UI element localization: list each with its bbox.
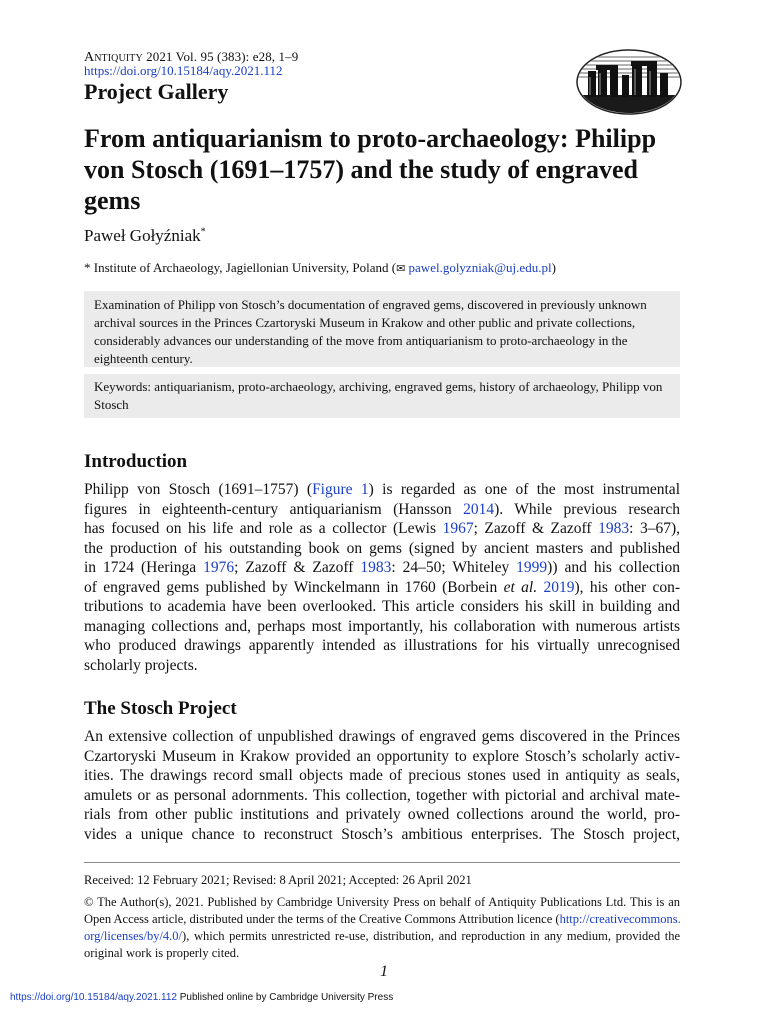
title-line: gems [84, 186, 141, 215]
footer-doi-link[interactable]: https://doi.org/10.15184/aqy.2021.112 [10, 992, 177, 1003]
text-line [84, 519, 680, 539]
text-run: in 1724 (Heringa [84, 559, 204, 576]
text-run: original work is properly cited. [84, 946, 240, 960]
stonehenge-logo-icon [576, 49, 682, 115]
received-dates: Received: 12 February 2021; Revised: 8 April 2021; Accepted: 26 April 2021 [84, 873, 472, 887]
text-run: : 3–67), [629, 520, 681, 537]
text-run: managing collections and, perhaps most importantly, his collaboration with numerous artists [84, 617, 680, 635]
text-run: ities. The drawings record small objects made of precious stones used in antiquity as seals, [84, 767, 680, 784]
reference-link[interactable]: http://creativecommons. [559, 912, 681, 926]
page-number: 1 [380, 963, 388, 980]
title-line: From antiquarianism to proto-archaeology: Philipp [84, 124, 657, 153]
reference-link[interactable]: 2014 [463, 500, 495, 518]
text-run: ), which permits unrestricted re-use, distribution, and reproduction in any medium, provided the [182, 929, 680, 943]
publisher-footer [10, 992, 393, 1003]
reference-link[interactable]: 1967 [442, 520, 474, 537]
text-run: ; Zazoff & Zazoff [234, 559, 361, 576]
footnote-divider [84, 862, 680, 863]
abstract-line: Examination of Philipp von Stosch’s documentation of engraved gems, discovered in previously unknown [94, 297, 647, 312]
abstract-box [84, 291, 680, 367]
text-run: amulets or as personal adornments. This collection, together with pictorial and archival mate- [84, 786, 680, 804]
abstract-line: archival sources in the Princes Czartoryski Museum in Krakow and other public and private collections, [94, 315, 636, 330]
author-mark: * [200, 226, 206, 238]
footer-text: Published online by Cambridge University Press [176, 992, 394, 1003]
title-line: von Stosch (1691–1757) and the study of engraved [84, 155, 638, 184]
introduction-heading: Introduction [84, 451, 188, 472]
text-line [84, 945, 680, 962]
text-run: Czartoryski Museum in Krakow provided an opportunity to explore Stosch’s scholarly activ- [84, 747, 680, 765]
italic-text: et al. [503, 578, 538, 596]
affiliation-mark: * [84, 260, 91, 275]
text-run: © The Author(s), 2021. Published by Cambridge University Press on behalf of Antiquity Publications Ltd. This is an [84, 895, 680, 909]
text-line [84, 766, 680, 786]
text-run: has focused on his life and role as a collector (Lewis [84, 520, 443, 537]
abstract-line: considerably advances our understanding of the move from antiquarianism to proto-archaeology in the [94, 333, 628, 348]
text-run: figures in eighteenth-century antiquarianism (Hansson [84, 500, 464, 518]
author-name-text: Paweł Gołyźniak [84, 226, 201, 245]
text-line [84, 636, 680, 656]
reference-link[interactable]: org/licenses/by/4.0/ [84, 929, 183, 943]
text-run: vides a unique chance to reconstruct Stosch’s ambitious enterprises. The Stosch project, [84, 825, 680, 843]
keywords-line: Stosch [94, 397, 129, 412]
text-run: Philipp von Stosch (1691–1757) ( [84, 481, 313, 498]
text-run: scholarly projects. [84, 656, 198, 674]
article-title [84, 123, 680, 216]
reference-link[interactable]: 1976 [203, 559, 235, 576]
section-label: Project Gallery [84, 79, 229, 104]
text-line [84, 928, 680, 945]
text-run: rials from other public institutions and privately owned collections around the world, pro- [84, 806, 680, 823]
keywords-box [84, 374, 680, 418]
text-run: ), his other con- [574, 578, 681, 596]
text-line [84, 747, 680, 767]
text-line [84, 480, 680, 500]
reference-link[interactable]: 1983 [360, 559, 392, 576]
stosch-project-heading: The Stosch Project [84, 698, 237, 719]
keywords-line: Keywords: antiquarianism, proto-archaeology, archiving, engraved gems, history of archaeology, Philipp von [94, 379, 663, 394]
text-run: ; Zazoff & Zazoff [473, 520, 599, 537]
text-run: Open Access article, distributed under the terms of the Creative Commons Attribution licence ( [84, 912, 560, 926]
text-line [84, 597, 680, 617]
author-name [84, 226, 206, 246]
abstract-line: eighteenth century. [94, 351, 193, 366]
reference-link[interactable]: Figure 1 [312, 481, 369, 498]
text-run: tributions to academia have been overlooked. This article considers his skill in building and [84, 598, 680, 615]
affiliation-text: Institute of Archaeology, Jagiellonian University, Poland ( [90, 260, 397, 275]
stosch-project-paragraph [84, 727, 680, 844]
affiliation [84, 260, 556, 276]
introduction-paragraph [84, 480, 680, 675]
text-line [84, 911, 680, 928]
affiliation-close: ) [551, 260, 556, 275]
text-line [84, 617, 680, 637]
journal-meta: 2021 Vol. 95 (383): e28, 1–9 [142, 49, 299, 64]
text-run: )) and his collection [547, 559, 680, 576]
reference-link[interactable]: 1983 [598, 520, 630, 537]
text-line [84, 558, 680, 578]
text-line [84, 805, 680, 825]
reference-link[interactable]: 1999 [516, 559, 548, 576]
journal-name: Antiquity [84, 50, 143, 65]
text-run: : 24–50; Whiteley [391, 559, 517, 576]
text-run: ) is regarded as one of the most instrumental [368, 481, 680, 498]
text-line [84, 578, 680, 598]
author-email-link[interactable]: pawel.golyzniak@uj.edu.pl [408, 260, 552, 275]
text-run: An extensive collection of unpublished drawings of engraved gems discovered in the Princes [84, 728, 680, 745]
text-run: the production of his outstanding book on gems (signed by ancient masters and published [84, 539, 680, 557]
text-line [84, 786, 680, 806]
license-statement [84, 894, 680, 962]
reference-link[interactable]: 2019 [543, 578, 575, 596]
text-line [84, 500, 680, 520]
text-run: ). While previous research [494, 500, 680, 518]
text-line [84, 727, 680, 747]
text-run: who produced drawings apparently intended as illustrations for his virtually unrecognised [84, 637, 680, 654]
text-line [84, 656, 680, 676]
mail-icon: ✉ [396, 263, 406, 275]
doi-link[interactable]: https://doi.org/10.15184/aqy.2021.112 [84, 63, 283, 78]
text-line [84, 894, 680, 911]
text-run: of engraved gems published by Winckelmann in 1760 (Borbein [84, 578, 504, 596]
text-line [84, 825, 680, 845]
text-line [84, 539, 680, 559]
